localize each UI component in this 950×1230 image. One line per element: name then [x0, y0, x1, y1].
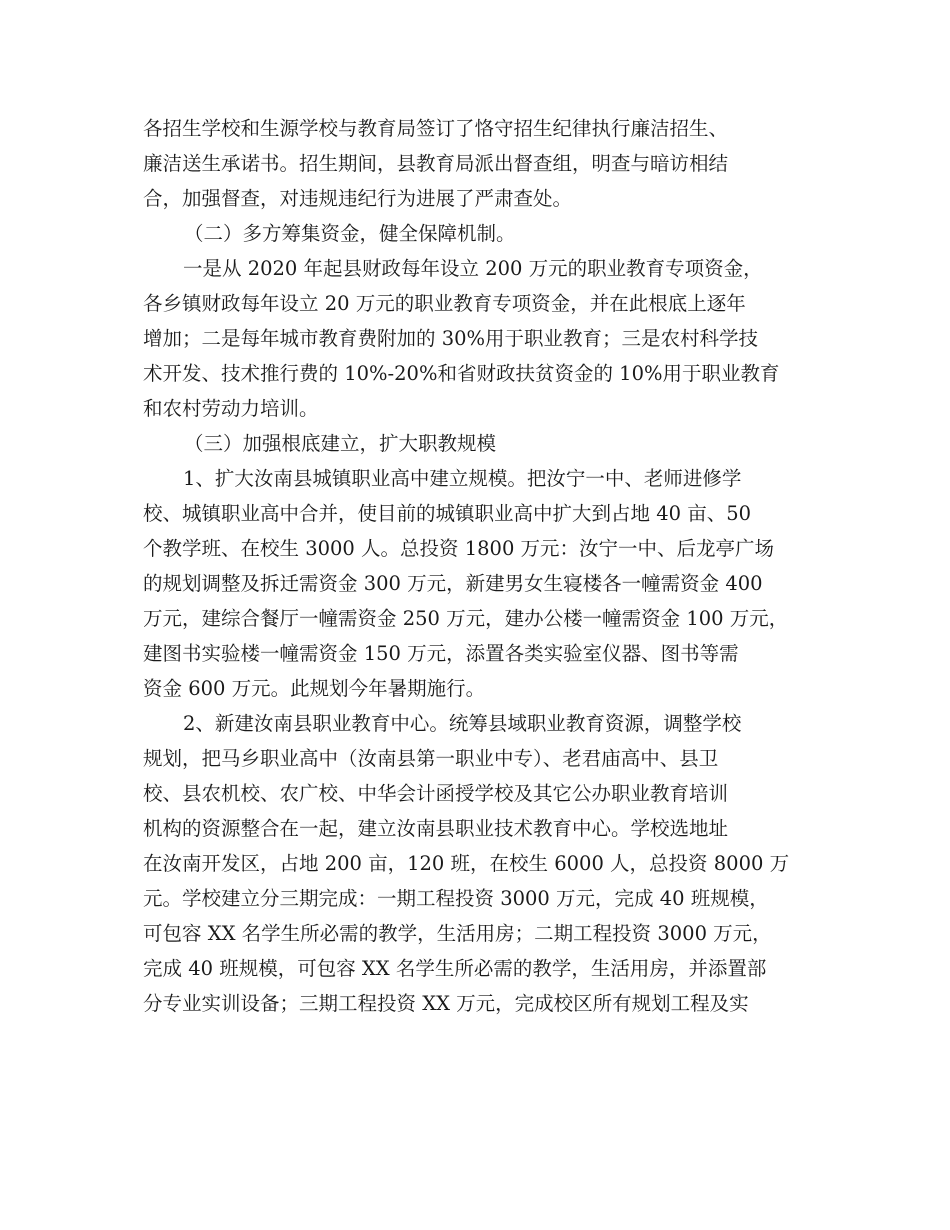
text-line: 一是从 2020 年起县财政每年设立 200 万元的职业教育专项资金，: [183, 257, 763, 280]
text-line: 建图书实验楼一幢需资金 150 万元，添置各类实验室仪器、图书等需: [143, 642, 739, 665]
text-line: 2、新建汝南县职业教育中心。统筹县域职业教育资源，调整学校: [183, 712, 742, 735]
text-line: 资金 600 万元。此规划今年暑期施行。: [143, 677, 486, 700]
text-line: 1、扩大汝南县城镇职业高中建立规模。把汝宁一中、老师进修学: [183, 467, 742, 490]
text-line: 增加；二是每年城市教育费附加的 30%用于职业教育；三是农村科学技: [143, 327, 759, 350]
text-line: 万元，建综合餐厅一幢需资金 250 万元，建办公楼一幢需资金 100 万元，: [143, 607, 789, 630]
text-line: 廉洁送生承诺书。招生期间，县教育局派出督查组，明查与暗访相结: [143, 152, 729, 175]
section-heading-2: （二）多方筹集资金，健全保障机制。: [184, 222, 516, 245]
text-line: 各乡镇财政每年设立 20 万元的职业教育专项资金，并在此根底上逐年: [143, 292, 746, 315]
text-line: 校、城镇职业高中合并，使目前的城镇职业高中扩大到占地 40 亩、50: [143, 502, 752, 525]
text-line: 合，加强督查，对违规违纪行为进展了严肃查处。: [143, 187, 573, 210]
text-line: 在汝南开发区，占地 200 亩，120 班，在校生 6000 人，总投资 8000 万: [143, 852, 790, 875]
text-line: 规划，把马乡职业高中（汝南县第一职业中专）、老君庙高中、县卫: [143, 747, 719, 770]
section-heading-3: （三）加强根底建立，扩大职教规模: [184, 432, 497, 455]
text-line: 的规划调整及拆迁需资金 300 万元，新建男女生寝楼各一幢需资金 400: [143, 572, 763, 595]
text-line: 元。学校建立分三期完成：一期工程投资 3000 万元，完成 40 班规模，: [143, 887, 769, 910]
text-line: 机构的资源整合在一起，建立汝南县职业技术教育中心。学校选地址: [143, 817, 729, 840]
text-line: 术开发、技术推行费的 10%-20%和省财政扶贫资金的 10%用于职业教育: [143, 362, 780, 385]
text-line: 个教学班、在校生 3000 人。总投资 1800 万元：汝宁一中、后龙亭广场: [143, 537, 775, 560]
text-line: 和农村劳动力培训。: [143, 397, 319, 420]
text-line: 校、县农机校、农广校、中华会计函授学校及其它公办职业教育培训: [143, 782, 729, 805]
text-line: 分专业实训设备；三期工程投资 XX 万元，完成校区所有规划工程及实: [143, 992, 749, 1015]
text-line: 各招生学校和生源学校与教育局签订了恪守招生纪律执行廉洁招生、: [143, 117, 729, 140]
text-line: 完成 40 班规模，可包容 XX 名学生所必需的教学，生活用房，并添置部: [143, 957, 767, 980]
text-line: 可包容 XX 名学生所必需的教学，生活用房；二期工程投资 3000 万元，: [143, 922, 772, 945]
